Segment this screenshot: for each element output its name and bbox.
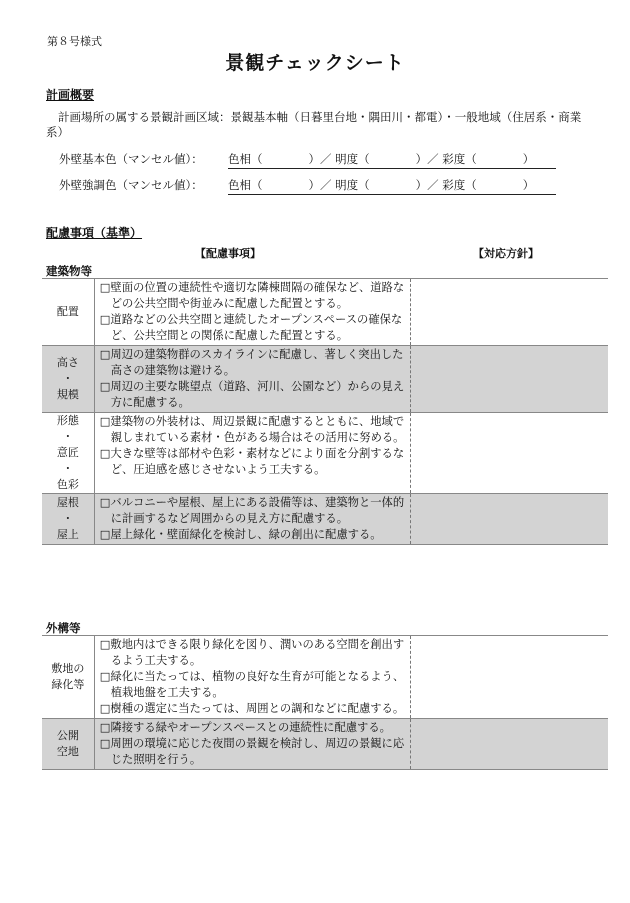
exterior-table xyxy=(42,635,608,770)
category-label-text: 緑化等 xyxy=(51,678,85,691)
category-label-text: ・ xyxy=(62,462,74,475)
group-heading-buildings: 建築物等 xyxy=(46,264,92,278)
base-color-label: 外壁基本色（マンセル値）： xyxy=(59,152,203,166)
category-label-text: 敷地の xyxy=(51,662,85,675)
accent-color-label: 外壁強調色（マンセル値）： xyxy=(59,178,203,192)
page-title: 景観チェックシート xyxy=(225,52,405,74)
response-cell[interactable] xyxy=(411,636,608,719)
column-header-response: 【対応方針】 xyxy=(473,247,539,260)
overview-heading: 計画概要 xyxy=(46,88,95,102)
category-label-text: 空地 xyxy=(56,745,79,758)
response-cell[interactable] xyxy=(411,494,608,545)
category-label-text: ・ xyxy=(62,372,74,385)
consideration-items xyxy=(94,636,410,719)
response-cell[interactable] xyxy=(411,719,608,770)
category-label-text: ・ xyxy=(62,512,74,525)
consideration-items xyxy=(94,494,410,545)
response-cell[interactable] xyxy=(411,279,608,346)
consideration-item: □バルコニーや屋根、屋上にある設備等は、建築物と一体的に計画するなど周囲からの見え方に配慮する。 xyxy=(99,496,405,525)
buildings-table xyxy=(42,278,608,545)
consideration-item: □緑化に当たっては、植物の良好な生育が可能となるよう、植栽地盤を工夫する。 xyxy=(99,670,405,699)
table-row xyxy=(42,719,608,770)
consideration-item: □壁面の位置の連続性や適切な隣棟間隔の確保など、道路などの公共空間や街並みに配慮した配置とする。 xyxy=(99,281,405,310)
accent-color-field[interactable]: 色相（ ）／ 明度（ ）／ 彩度（ ） xyxy=(228,177,556,195)
consideration-item: □樹種の選定に当たっては、周囲との調和などに配慮する。 xyxy=(99,702,405,715)
row-category-label xyxy=(42,413,94,494)
consideration-items xyxy=(94,719,410,770)
category-label-text: 意匠 xyxy=(56,446,79,459)
group-heading-exterior: 外構等 xyxy=(46,621,81,635)
consideration-item: □周囲の環境に応じた夜間の景観を検討し、周辺の景観に応じた照明を行う。 xyxy=(99,737,405,766)
response-cell[interactable] xyxy=(411,413,608,494)
table-row xyxy=(42,636,608,719)
consideration-item: □道路などの公共空間と連続したオープンスペースの確保など、公共空間との関係に配慮した配置とする。 xyxy=(99,313,403,342)
base-color-field[interactable]: 色相（ ）／ 明度（ ）／ 彩度（ ） xyxy=(228,151,556,169)
category-label-text: 規模 xyxy=(56,388,79,401)
category-label-text: 屋上 xyxy=(56,528,79,541)
row-category-label xyxy=(42,719,94,770)
row-category-label xyxy=(42,494,94,545)
table-row xyxy=(42,279,608,346)
accent-color-row xyxy=(59,177,559,193)
consideration-item: □隣接する緑やオープンスペースとの連続性に配慮する。 xyxy=(99,721,391,734)
consideration-items xyxy=(94,413,410,494)
considerations-heading: 配慮事項（基準） xyxy=(46,226,143,240)
category-label-text: 色彩 xyxy=(56,478,79,491)
consideration-item: □大きな壁等は部材や色彩・素材などにより面を分割するなど、圧迫感を感じさせないよう工夫する。 xyxy=(99,447,405,476)
column-header-items: 【配慮事項】 xyxy=(195,247,261,260)
response-cell[interactable] xyxy=(411,346,608,413)
consideration-item: □建築物の外装材は、周辺景観に配慮するとともに、地域で親しまれている素材・色がある場合はその活用に努める。 xyxy=(99,415,405,444)
row-category-label xyxy=(42,636,94,719)
consideration-item: □屋上緑化・壁面緑化を検討し、緑の創出に配慮する。 xyxy=(99,528,382,541)
category-label-text: 形態 xyxy=(56,414,79,427)
category-label-text: ・ xyxy=(62,430,74,443)
consideration-item: □敷地内はできる限り緑化を図り、潤いのある空間を創出するよう工夫する。 xyxy=(99,638,405,667)
category-label-text: 高さ xyxy=(56,356,79,369)
table-row xyxy=(42,494,608,545)
consideration-items xyxy=(94,279,410,346)
category-label-text: 屋根 xyxy=(56,496,79,509)
table-row xyxy=(42,413,608,494)
base-color-row xyxy=(59,151,559,167)
row-category-label xyxy=(42,346,94,413)
form-number: 第８号様式 xyxy=(47,35,102,48)
consideration-item: □周辺の建築物群のスカイラインに配慮し、著しく突出した高さの建築物は避ける。 xyxy=(99,348,404,377)
category-label-text: 公開 xyxy=(56,729,79,742)
consideration-items xyxy=(94,346,410,413)
category-label-text: 配置 xyxy=(56,305,79,318)
consideration-item: □周辺の主要な眺望点（道路、河川、公園など）からの見え方に配慮する。 xyxy=(99,380,405,409)
table-row xyxy=(42,346,608,413)
row-category-label xyxy=(42,279,94,346)
landscape-area-text: 計画場所の属する景観計画区域：景観基本軸（日暮里台地・隅田川・都電）・一般地域（住居系・商業系） xyxy=(46,110,582,139)
